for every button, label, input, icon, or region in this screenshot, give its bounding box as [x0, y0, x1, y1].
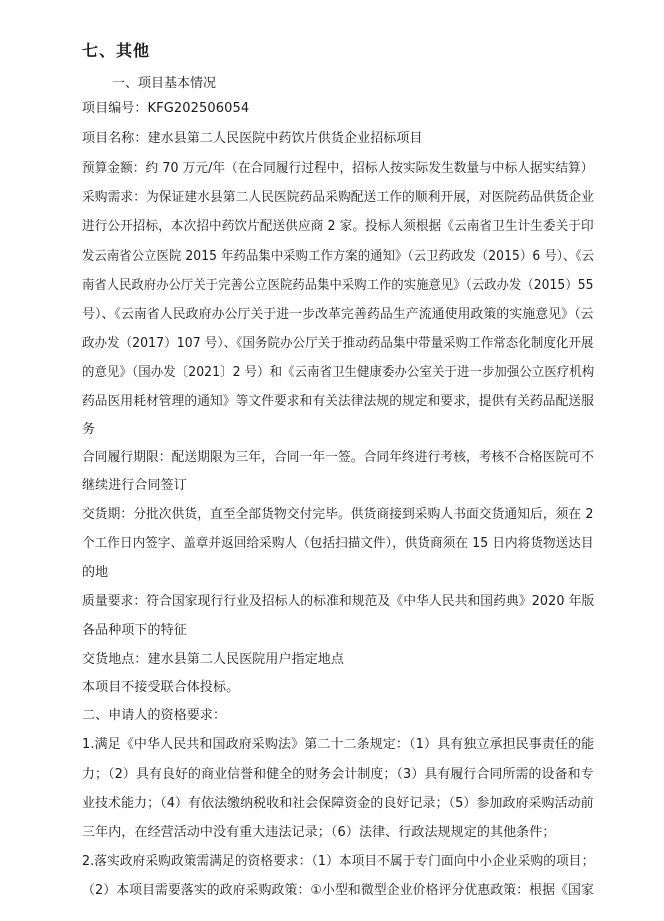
subsection-title: 一、项目基本情况 [112, 76, 217, 91]
requirement-line: 采购需求：为保证建水县第二人民医院药品采购配送工作的顺利开展，对医院药品供货企业 [82, 190, 595, 205]
requirement-line: 号）、《云南省人民政府办公厅关于进一步改革完善药品生产流通使用政策的实施意见》（云 [82, 307, 594, 322]
qualification-line: 力；（2）具有良好的商业信誉和健全的财务会计制度；（3）具有履行合同所需的设备和专 [82, 767, 594, 782]
quality-line: 质量要求：符合国家现行行业及招标人的标准和规范及《中华人民共和国药典》2020 年版 [82, 594, 595, 609]
requirement-line: 的意见》（国办发〔2021〕2 号）和《云南省卫生健康委办公室关于进一步加强公立医疗机构 [82, 365, 595, 380]
project-name-line: 项目名称：建水县第二人民医院中药饮片供货企业招标项目 [82, 131, 423, 146]
section-title: 七、其他 [82, 41, 151, 60]
requirement-line: 南省人民政府办公厅关于完善公立医院药品集中采购工作的实施意见》（云政办发（2015）55 [82, 278, 594, 293]
qualification-line: （2）本项目需要落实的政府采购政策：①小型和微型企业价格评分优惠政策：根据《国家 [82, 883, 594, 898]
requirement-line: 发云南省公立医院 2015 年药品集中采购工作方案的通知》（云卫药政发（2015）6 号）、《云 [82, 249, 595, 264]
qualification-line: 三年内，在经营活动中没有重大违法记录；（6）法律、行政法规规定的其他条件； [82, 825, 556, 840]
delivery-time-line: 个工作日内签字、盖章并返回给采购人（包括扫描文件），供货商须在 15 日内将货物送达目 [82, 536, 594, 551]
quality-line: 各品种项下的特征 [82, 623, 187, 638]
delivery-time-line: 的地 [82, 565, 109, 580]
requirement-line: 政办发（2017）107 号）、《国务院办公厅关于推动药品集中带量采购工作常态化制度化开展 [82, 336, 594, 351]
qualification-line: 业技术能力；（4）有依法缴纳税收和社会保障资金的良好记录；（5）参加政府采购活动前 [82, 796, 594, 811]
delivery-place-line: 交货地点：建水县第二人民医院用户指定地点 [82, 652, 345, 667]
requirement-line: 进行公开招标，本次招中药饮片配送供应商 2 家。投标人须根据《云南省卫生计生委关于印 [82, 219, 594, 234]
qualification-heading: 二、申请人的资格要求： [82, 708, 227, 723]
qualification-line: 2.落实政府采购政策需满足的资格要求：（1）本项目不属于专门面向中小企业采购的项目； [82, 854, 595, 869]
budget-line: 预算金额：约 70 万元/年（在合同履行过程中，招标人按实际发生数量与中标人据实结算） [82, 161, 594, 176]
delivery-time-line: 交货期：分批次供货，直至全部货物交付完毕。供货商接到采购人书面交货通知后，须在 2 [82, 507, 594, 522]
requirement-line: 药品医用耗材管理的通知》等文件要求和有关法律法规的规定和要求，提供有关药品配送服 [82, 394, 595, 409]
contract-period-line: 继续进行合同签订 [82, 478, 187, 493]
requirement-line: 务 [82, 422, 96, 437]
contract-period-line: 合同履行期限：配送期限为三年，合同一年一签。合同年终进行考核，考核不合格医院可不 [82, 450, 595, 465]
project-number-line: 项目编号：KFG202506054 [82, 101, 250, 116]
no-consortium-line: 本项目不接受联合体投标。 [82, 680, 240, 695]
qualification-line: 1.满足《中华人民共和国政府采购法》第二十二条规定：（1）具有独立承担民事责任的能 [82, 737, 595, 752]
